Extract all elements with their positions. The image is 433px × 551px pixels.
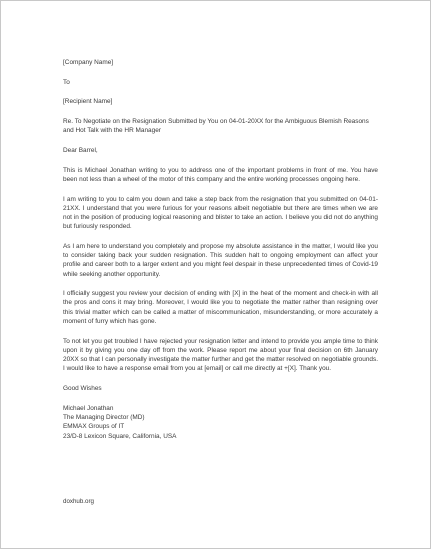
company-name: [Company Name] bbox=[63, 59, 114, 66]
to-block bbox=[63, 78, 378, 87]
company-name-block bbox=[63, 58, 378, 67]
recipient-block bbox=[63, 97, 378, 106]
paragraph-4: I officially suggest you review your decision of ending with [X] in the heat of the moment and check-in with all the pros and cons it may bring. Moreover, I would like you to negotiate the matter rather than resigning over this trivial matter which can be called a matter of miscommunication, misunderstanding, or more accurately a moment of furry which has gone. bbox=[63, 290, 378, 325]
signature-title: The Managing Director (MD) bbox=[63, 414, 145, 422]
paragraph-3: As I am here to understand you completely and propose my absolute assistance in the matter, I would like you to consider taking back your sudden resignation. This sudden halt to ongoing employment can affect your profile and career both to a larger extent and you might feel despair in these unprecedented times of Covid-19 while seeking another opportunity. bbox=[63, 242, 378, 278]
signature-company: EMMAX Groups of IT bbox=[63, 423, 125, 431]
closing-block bbox=[63, 384, 378, 393]
recipient-name: [Recipient Name] bbox=[63, 98, 113, 106]
signature-block bbox=[63, 404, 378, 441]
letter-body bbox=[63, 58, 378, 441]
subject-line: Re. To Negotiate on the Resignation Submitted by You on 04-01-20XX for the Ambiguous Blemish Reasons and Hot Talk with the HR Manager bbox=[63, 118, 369, 135]
paragraph-1: This is Michael Jonathan writing to you to address one of the important problems in front of me. You have been not less than a wheel of the motor of this company and the entire working processes ongoing here. bbox=[63, 166, 378, 183]
salutation-block bbox=[63, 146, 378, 155]
signature-address: 23/D-8 Lexicon Square, California, USA bbox=[63, 432, 177, 440]
paragraph-2: I am writing to you to calm you down and take a step back from the resignation that you submitted on 04-01-21XX. I understand that you were furious for your reasons albeit negotiable but there are times when we are not in the position of producing logical reasoning and blister to take an action. I believe you did not do anything but furiously responded. bbox=[63, 195, 378, 231]
to-label: To bbox=[63, 78, 70, 86]
salutation: Dear Barrel, bbox=[63, 147, 98, 155]
signature-name: Michael Jonathan bbox=[63, 405, 114, 413]
closing: Good Wishes bbox=[63, 384, 102, 392]
paragraph-5: To not let you get troubled I have rejected your resignation letter and intend to provide you ample time to think upon it by giving you one day off from the work. Please report me about your final decision on 6th January 20XX so that I can personally investigate the matter further and get the matter resolved on negotiable grounds. I would like to have a response email from you at [email] or call me directly at +[X]. Thank you. bbox=[63, 337, 378, 373]
footer-source: doxhub.org bbox=[63, 498, 94, 505]
